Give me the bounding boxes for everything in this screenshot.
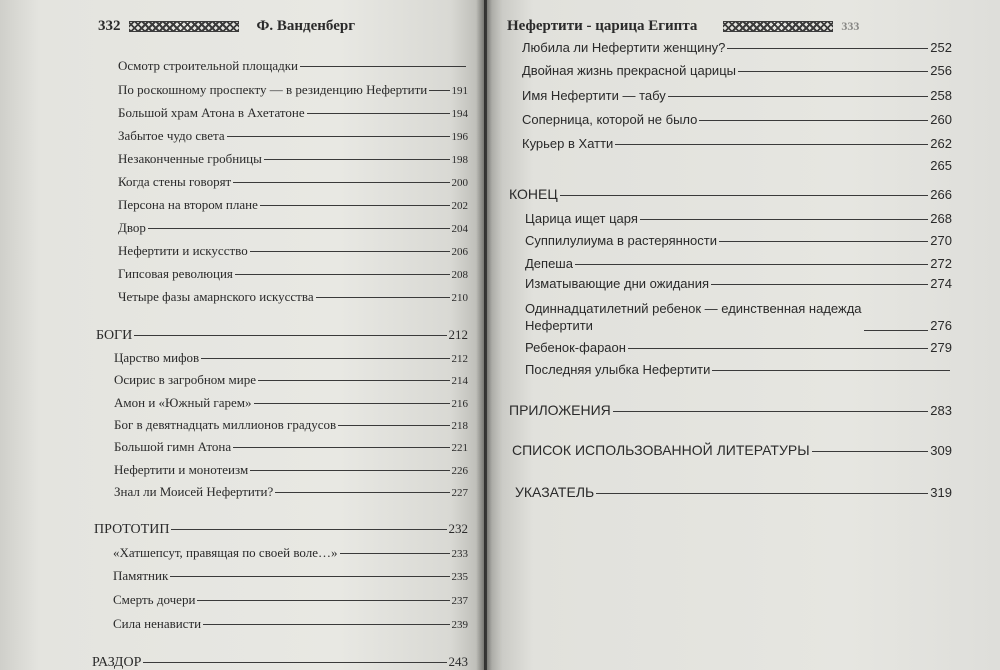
toc-section-title: УКАЗАТЕЛЬ [515,484,595,500]
toc-entry-title: Изматывающие дни ожидания [525,276,709,291]
toc-entry-title: Депеша [525,256,573,271]
toc-entry-page: 272 [930,256,952,271]
toc-entry [118,220,468,237]
toc-section-title: БОГИ [96,328,133,343]
toc-entry [113,616,468,633]
dot-leader [719,240,928,242]
toc-entry-title: Забытое чудо света [118,128,225,143]
toc-entry [118,174,468,191]
dot-leader [429,89,449,91]
dot-leader [171,528,446,530]
toc-entry-page: 214 [451,375,468,387]
toc-entry [118,128,468,145]
toc-section-page: 232 [448,521,468,536]
toc-section [512,442,952,459]
toc-entry-page: 262 [930,136,952,151]
toc-entry-page: 196 [451,131,468,143]
toc-entry-title: Любила ли Нефертити женщину? [522,40,726,55]
toc-entry [525,362,952,378]
toc-entry-title: Персона на втором плане [118,197,258,212]
dot-leader [864,329,929,331]
dot-leader [134,334,446,336]
right-page [487,0,1000,670]
toc-entry [114,484,468,501]
toc-entry-page: 274 [930,276,952,291]
toc-entry [118,243,468,260]
toc-entry [114,372,468,389]
dot-leader [596,492,928,494]
toc-entry-title: Памятник [113,568,169,583]
dot-leader [254,402,450,404]
toc-entry-title: Одиннадцатилетний ребенок — единственная надежда [525,301,862,316]
toc-entry-title: Последняя улыбка Нефертити [525,362,711,377]
toc-entry [118,151,468,168]
dot-leader [712,369,950,371]
dot-leader [727,47,928,49]
toc-entry-title-cont: Нефертити [525,318,593,333]
toc-entry [113,568,468,585]
toc-entry-title: По роскошному проспекту — в резиденцию Нефертити [118,82,428,97]
dot-leader [201,357,449,359]
dot-leader [738,70,928,72]
dot-leader [560,194,929,196]
toc-section-title: КОНЕЦ [509,186,558,202]
toc-entry-page: 270 [930,233,952,248]
toc-section-page: 319 [930,485,952,500]
toc-entry-page: 221 [451,442,468,454]
toc-entry-title: Сила ненависти [113,616,202,631]
toc-entry-page: 206 [451,246,468,258]
toc-section-page: 212 [448,327,468,342]
toc-entry-page: 208 [451,269,468,281]
dot-leader [628,347,928,349]
toc-entry [114,395,468,412]
toc-entry-title: Царица ищет царя [525,211,638,226]
toc-entry-page: 239 [451,619,468,631]
toc-entry-page: 191 [451,85,468,97]
toc-entry-title: Когда стены говорят [118,174,232,189]
dot-leader [711,283,928,285]
toc-entry-page: 194 [451,108,468,120]
right-page-number: 333 [841,19,860,33]
toc-entry-title: Нефертити и искусство [118,243,248,258]
toc-entry [522,136,952,152]
toc-entry-page: 260 [930,112,952,127]
toc-entry-title: Четыре фазы амарнского искусства [118,289,314,304]
toc-entry [118,105,468,122]
toc-entry-page: 237 [451,595,468,607]
toc-entry-page: 216 [451,398,468,410]
toc-entry [525,340,952,356]
dot-leader [260,204,450,206]
left-page-number: 332 [98,18,121,34]
dot-leader [233,181,449,183]
toc-entry [522,112,952,128]
toc-entry-title: Имя Нефертити — табу [522,88,666,103]
dot-leader [307,112,450,114]
toc-entry [522,63,952,79]
toc-entry-page: 218 [451,420,468,432]
toc-entry-page: 210 [451,292,468,304]
left-page [0,0,484,670]
dot-leader [668,95,929,97]
toc-entry-title: «Хатшепсут, правящая по своей воле…» [113,545,338,560]
toc-entry-page: 202 [451,200,468,212]
dot-leader [812,450,929,452]
toc-entry-page: 226 [451,465,468,477]
toc-entry-page: 258 [930,88,952,103]
toc-entry-title: Суппилулиума в растерянности [525,233,717,248]
toc-section [96,327,468,344]
book-title: Нефертити - царица Египта [507,18,698,34]
toc-entry [525,276,952,292]
toc-section-title: ПРОТОТИП [94,522,170,537]
toc-entry-page: 265 [930,158,952,173]
dot-leader [615,143,928,145]
toc-entry-page: 200 [451,177,468,189]
dot-leader [233,446,449,448]
toc-entry-title: Большой храм Атона в Ахетатоне [118,105,305,120]
toc-entry-title: Царство мифов [114,350,200,365]
toc-entry-title: Бог в девятнадцать миллионов градусов [114,417,337,432]
toc-entry [114,417,468,434]
toc-entry [118,266,468,283]
toc-entry-title: Осирис в загробном мире [114,372,256,387]
toc-entry-page: 252 [930,40,952,55]
toc-entry [525,233,952,249]
dot-leader [258,379,450,381]
author-name: Ф. Ванденберг [256,18,356,34]
dot-leader [235,273,450,275]
toc-entry-title: Двор [118,220,146,235]
toc-entry-page: 198 [451,154,468,166]
toc-entry-title-block [525,300,862,334]
toc-section [92,654,468,670]
toc-entry-title: Курьер в Хатти [522,136,614,151]
ornament-icon [129,21,239,32]
toc-entry-title: Смерть дочери [113,592,196,607]
toc-entry-page: 279 [930,340,952,355]
toc-section-title: СПИСОК ИСПОЛЬЗОВАННОЙ ЛИТЕРАТУРЫ [512,442,810,458]
toc-section [515,484,952,501]
dot-leader [340,552,450,554]
toc-entry [113,592,468,609]
toc-section [509,186,952,203]
dot-leader [197,599,449,601]
toc-entry [522,158,952,174]
dot-leader [338,424,449,426]
toc-entry [114,350,468,367]
toc-section-page: 266 [930,187,952,202]
right-running-header [507,18,987,35]
dot-leader [250,469,449,471]
toc-entry [118,197,468,214]
toc-entry [522,88,952,104]
toc-entry [525,300,952,334]
dot-leader [170,575,449,577]
toc-entry-title: Осмотр строительной площадки [118,58,299,73]
toc-section-title: ПРИЛОЖЕНИЯ [509,402,611,418]
toc-entry-page: 235 [451,571,468,583]
dot-leader [264,158,450,160]
toc-entry [114,439,468,456]
toc-entry-page: 233 [451,548,468,560]
toc-entry-title: Гипсовая революция [118,266,233,281]
toc-section [94,521,468,538]
toc-entry [525,256,952,272]
ornament-icon [723,21,833,32]
dot-leader [275,491,449,493]
toc-entry [118,58,468,74]
toc-entry-page: 227 [451,487,468,499]
toc-entry-page: 276 [930,318,952,333]
toc-entry-title: Ребенок-фараон [525,340,626,355]
toc-entry [522,40,952,56]
toc-section-page: 309 [930,443,952,458]
dot-leader [203,623,449,625]
toc-entry-title: Знал ли Моисей Нефертити? [114,484,274,499]
toc-entry [114,462,468,479]
dot-leader [227,135,450,137]
dot-leader [143,661,446,663]
toc-entry-page: 268 [930,211,952,226]
book-gutter [476,0,492,670]
dot-leader [316,296,450,298]
dot-leader [640,218,928,220]
dot-leader [524,166,928,167]
toc-entry-title: Нефертити и монотеизм [114,462,249,477]
toc-section-title: РАЗДОР [92,655,142,670]
toc-entry-title: Амон и «Южный гарем» [114,395,252,410]
toc-entry-title: Двойная жизнь прекрасной царицы [522,63,736,78]
dot-leader [699,119,928,121]
toc-entry [113,545,468,562]
dot-leader [575,263,928,265]
toc-section-page: 283 [930,403,952,418]
toc-entry-page: 204 [451,223,468,235]
dot-leader [148,227,450,229]
dot-leader [613,410,929,412]
toc-section-page: 243 [448,654,468,669]
toc-entry [118,289,468,306]
toc-section [509,402,952,419]
toc-entry-page: 212 [451,353,468,365]
toc-entry [118,82,468,99]
toc-entry-title: Большой гимн Атона [114,439,232,454]
toc-entry-title: Незаконченные гробницы [118,151,262,166]
dot-leader [250,250,450,252]
toc-entry [525,211,952,227]
toc-entry-page: 256 [930,63,952,78]
toc-entry-title: Соперница, которой не было [522,112,698,127]
left-running-header [98,18,484,35]
dot-leader [300,65,466,67]
